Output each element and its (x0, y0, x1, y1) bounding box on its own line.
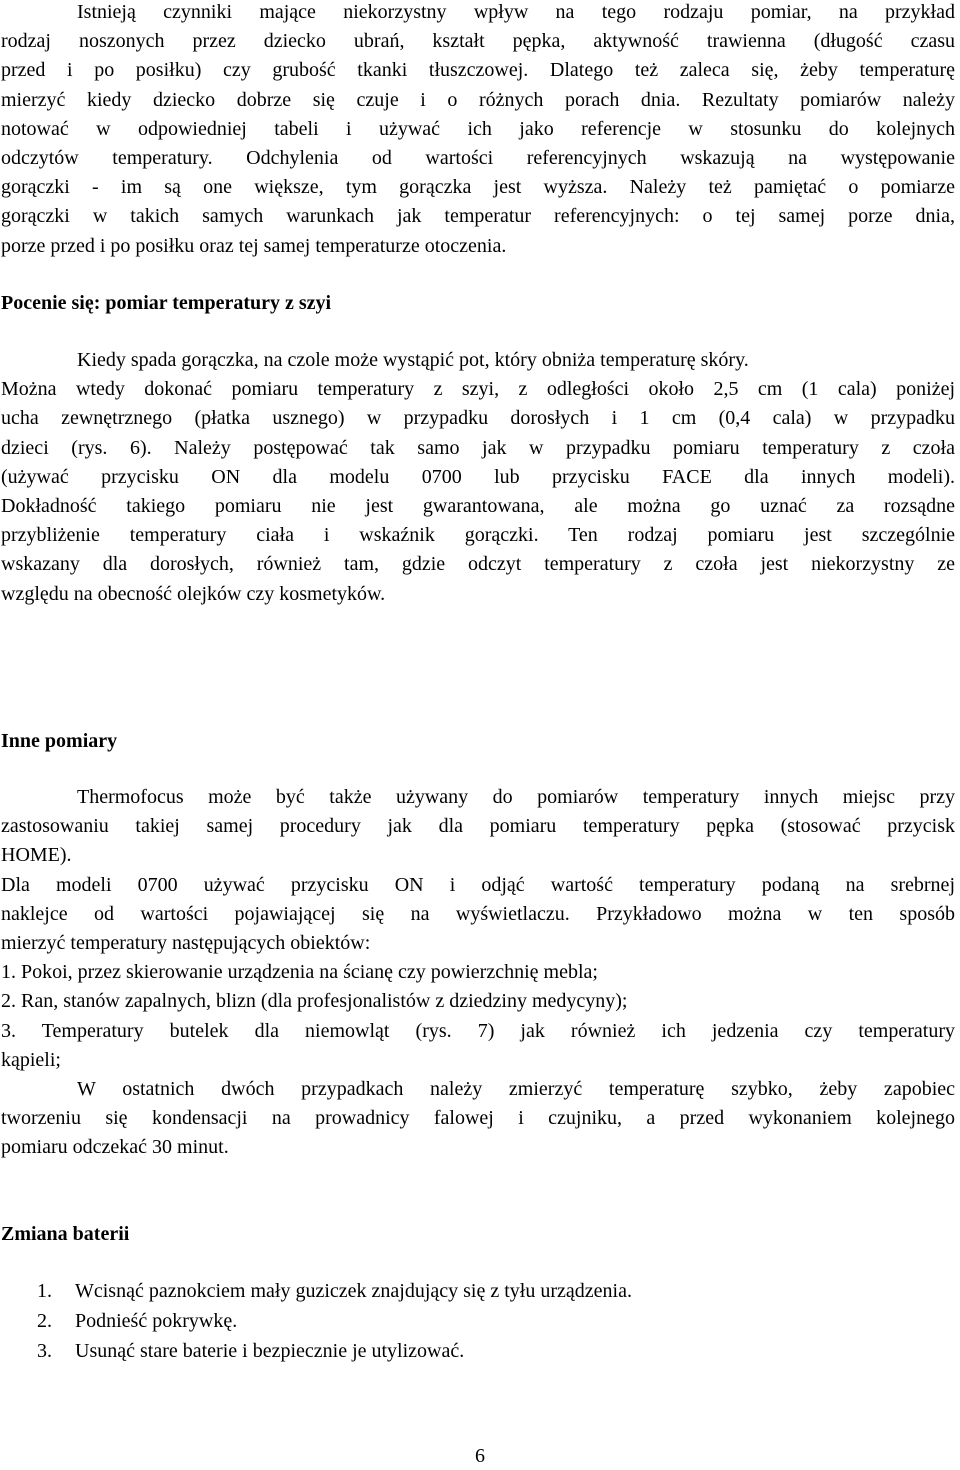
step-item (37, 1308, 237, 1334)
text-line: dzieci (rys. 6). Należy postępować tak samo jak w przypadku pomiaru temperatury z czoła (1, 436, 955, 459)
text-line: Istnieją czynniki mające niekorzystny wpływ na tego rodzaju pomiar, na przykład (77, 1, 955, 23)
text-line: ucha zewnętrznego (płatka usznego) w przypadku dorosłych i 1 cm (0,4 cala) w przypadku (1, 407, 955, 430)
section-heading-neck: Pocenie się: pomiar temperatury z szyi (1, 292, 332, 314)
text-line: mierzyć temperatury następujących obiektów: (1, 932, 371, 955)
text-line: gorączki w takich samych warunkach jak temperatur referencyjnych: o tej samej porze dnia, (1, 205, 955, 228)
list-item: 1. Pokoi, przez skierowanie urządzenia na ścianę czy powierzchnię mebla; (1, 961, 598, 984)
text-line: tworzeniu się kondensacji na prowadnicy falowej i czujniku, a przed wykonaniem kolejnego (1, 1107, 955, 1130)
paragraph-neck (1, 346, 955, 609)
text-line: Dokładność takiego pomiaru nie jest gwarantowana, ale można go uznać za rozsądne (1, 495, 955, 518)
text-line: (używać przycisku ON dla modelu 0700 lub przycisku FACE dla innych modeli). (1, 465, 955, 488)
text-line: pomiaru odczekać 30 minut. (1, 1136, 229, 1159)
section-heading-battery: Zmiana baterii (1, 1223, 130, 1245)
text-line: kąpieli; (1, 1048, 61, 1071)
text-line: przed i po posiłku) czy grubość tkanki tłuszczowej. Dlatego też zaleca się, żeby temperaturę (1, 59, 955, 82)
step-text: Podnieść pokrywkę. (75, 1310, 238, 1332)
text-line: mierzyć kiedy dziecko dobrze się czuje i o różnych porach dnia. Rezultaty pomiarów należy (1, 88, 955, 111)
text-line: zastosowaniu takiej samej procedury jak dla pomiaru temperatury pępka (stosować przycisk (1, 815, 955, 838)
step-text: Wcisnąć paznokciem mały guziczek znajdujący się z tyłu urządzenia. (75, 1280, 632, 1302)
step-item (37, 1278, 632, 1304)
text-line: notować w odpowiedniej tabeli i używać ich jako referencje w stosunku do kolejnych (1, 117, 955, 140)
text-line: Kiedy spada gorączka, na czole może wystąpić pot, który obniża temperaturę skóry. (77, 349, 749, 371)
text-line: rodzaj noszonych przez dziecko ubrań, kształt pępka, aktywność trawienna (długość czasu (1, 30, 955, 53)
text-line: odczytów temperatury. Odchylenia od wartości referencyjnych wskazują na występowanie (1, 147, 955, 170)
text-line: HOME). (1, 844, 72, 867)
paragraph-intro (1, 0, 955, 261)
text-line: względu na obecność olejków czy kosmetyków. (1, 582, 386, 605)
text-line: przybliżenie temperatury ciała i wskaźnik gorączki. Ten rodzaj pomiaru jest szczególnie (1, 524, 955, 547)
text-line: Można wtedy dokonać pomiaru temperatury z szyi, z odległości około 2,5 cm (1 cala) poniżej (1, 378, 955, 401)
list-item: 2. Ran, stanów zapalnych, blizn (dla profesjonalistów z dziedziny medycyny); (1, 990, 628, 1013)
section-heading-other: Inne pomiary (1, 730, 118, 752)
step-item (37, 1338, 464, 1364)
text-line: Dla modeli 0700 używać przycisku ON i odjąć wartość temperatury podaną na srebrnej (1, 873, 955, 896)
step-number: 1. (37, 1280, 52, 1302)
step-text: Usunąć stare baterie i bezpiecznie je utylizować. (75, 1340, 465, 1362)
text-line: gorączki - im są one większe, tym gorączka jest wyższa. Należy też pamiętać o pomiarze (1, 176, 955, 199)
step-number: 3. (37, 1340, 52, 1362)
text-line: Thermofocus może być także używany do pomiarów temperatury innych miejsc przy (77, 786, 955, 808)
text-line: wskazany dla dorosłych, również tam, gdzie odczyt temperatury z czoła jest niekorzystny ze (1, 553, 955, 576)
text-line: naklejce od wartości pojawiającej się na wyświetlaczu. Przykładowo można w ten sposób (1, 902, 955, 925)
list-item: 3. Temperatury butelek dla niemowląt (rys. 7) jak również ich jedzenia czy temperatury (1, 1019, 955, 1042)
paragraph-other (1, 783, 955, 1163)
text-line: W ostatnich dwóch przypadkach należy zmierzyć temperaturę szybko, żeby zapobiec (77, 1078, 955, 1101)
page-number: 6 (475, 1445, 485, 1467)
step-number: 2. (37, 1310, 52, 1332)
text-line: porze przed i po posiłku oraz tej samej temperaturze otoczenia. (1, 234, 507, 257)
